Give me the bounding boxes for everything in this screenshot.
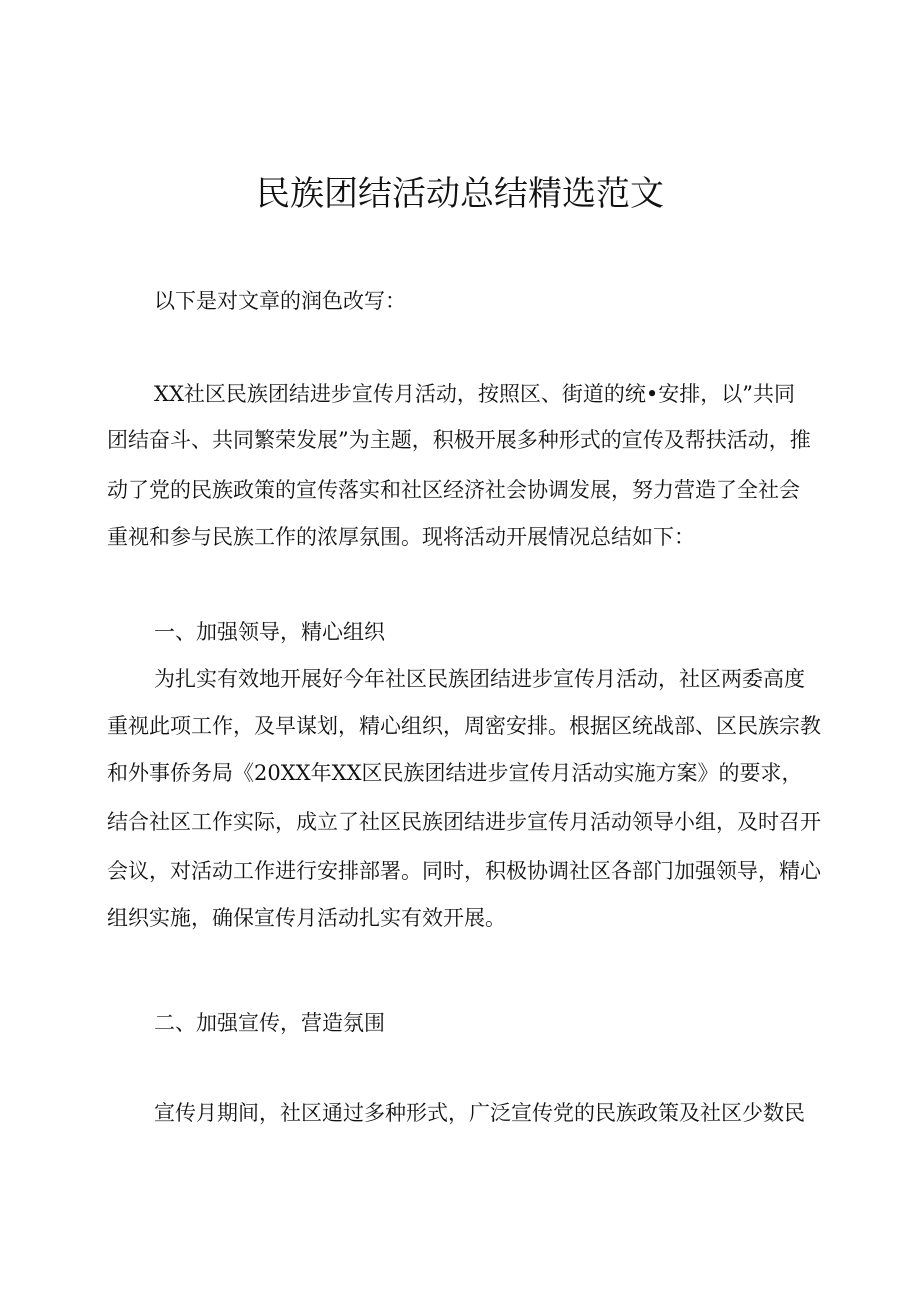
section2-heading: 二、加强宣传，营造氛围 xyxy=(154,1011,385,1035)
section1-line-1: 为扎实有效地开展好今年社区民族团结进步宣传月活动，社区两委高度 xyxy=(154,667,805,691)
document-title: 民族团结活动总结精选范文 xyxy=(256,174,664,214)
section1-line-6: 组织实施，确保宣传月活动扎实有效开展。 xyxy=(107,906,506,930)
intro-text: 以下是对文章的润色改写： xyxy=(154,289,406,313)
paragraph1-line-4: 重视和参与民族工作的浓厚氛围。现将活动开展情况总结如下： xyxy=(107,525,695,549)
section2-line-1: 宣传月期间，社区通过多种形式，广泛宣传党的民族政策及社区少数民 xyxy=(154,1101,805,1125)
paragraph1-line-2: 团结奋斗、共同繁荣发展”为主题，积极开展多种形式的宣传及帮扶活动，推 xyxy=(107,428,811,452)
paragraph1-line-1: XX社区民族团结进步宣传月活动，按照区、街道的统•安排，以”共同 xyxy=(154,382,796,406)
section1-line-3: 和外事侨务局《20XX年XX区民族团结进步宣传月活动实施方案》的要求， xyxy=(107,761,803,785)
section1-line-5: 会议，对活动工作进行安排部署。同时，积极协调社区各部门加强领导，精心 xyxy=(107,859,821,883)
paragraph1-line-3: 动了党的民族政策的宣传落实和社区经济社会协调发展，努力营造了全社会 xyxy=(107,478,800,502)
section1-line-2: 重视此项工作，及早谋划，精心组织，周密安排。根据区统战部、区民族宗教 xyxy=(107,714,821,738)
section1-line-4: 结合社区工作实际，成立了社区民族团结进步宣传月活动领导小组，及时召开 xyxy=(107,810,821,834)
section1-heading: 一、加强领导，精心组织 xyxy=(154,620,385,644)
